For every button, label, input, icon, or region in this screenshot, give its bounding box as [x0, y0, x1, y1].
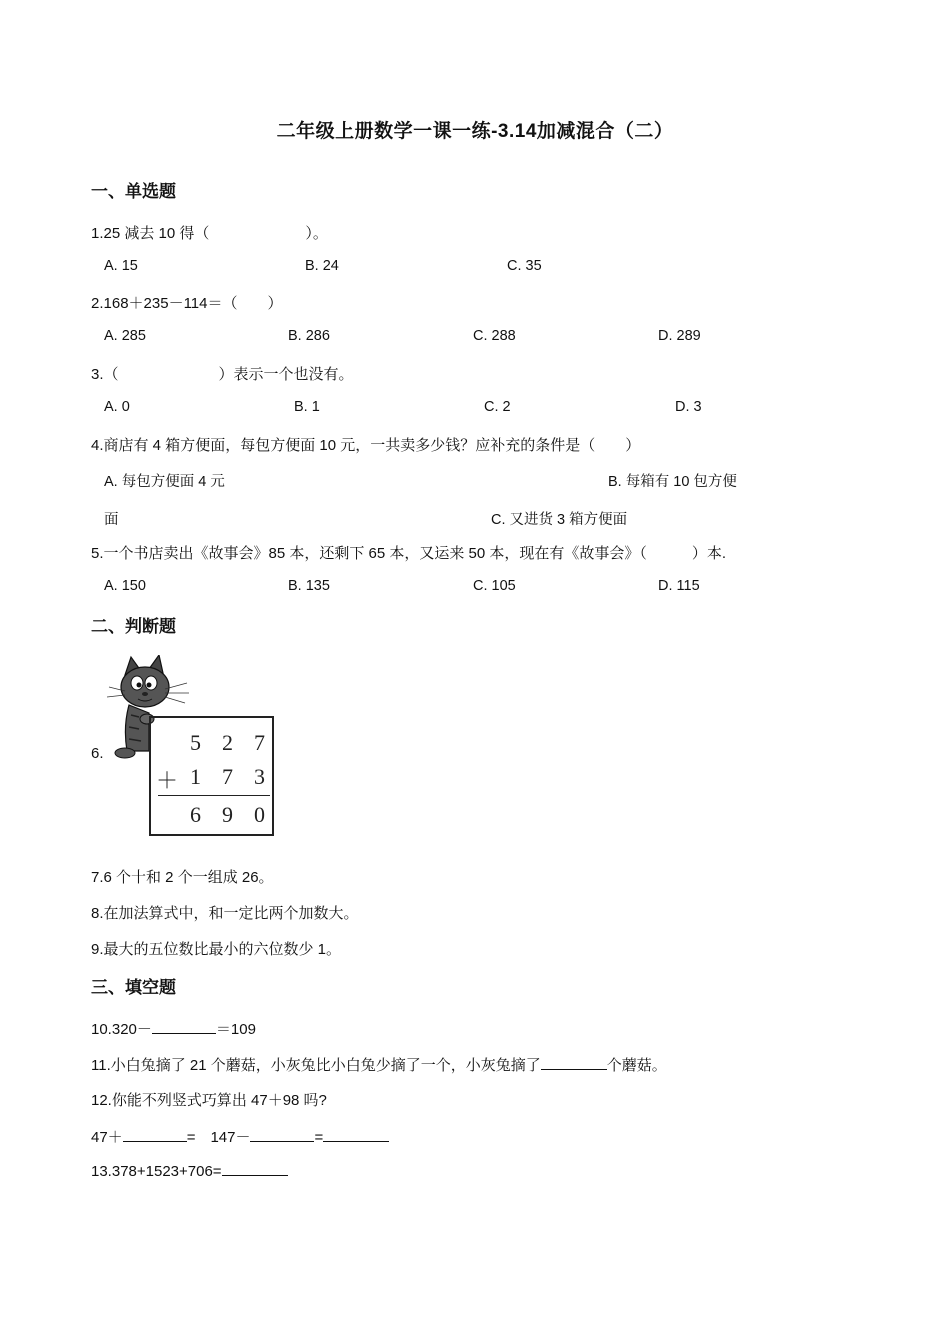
figure-digit: 6 [190, 802, 201, 827]
question-3-option-a[interactable]: A. 0 [104, 399, 130, 415]
question-13-answer-blank[interactable] [222, 1161, 288, 1176]
question-2-option-a[interactable]: A. 285 [104, 328, 146, 344]
question-10-text-end: ＝109 [215, 1021, 256, 1038]
question-3-stem: 3.（ [91, 366, 119, 383]
question-12-stem: 12.你能不列竖式巧算出 47＋98 吗? [91, 1092, 327, 1109]
question-10 [91, 1018, 256, 1039]
figure-digit: 2 [222, 730, 233, 755]
figure-digit: 7 [222, 764, 233, 789]
question-1-option-a[interactable]: A. 15 [104, 258, 138, 274]
question-12-blank-1[interactable] [123, 1127, 187, 1142]
question-12-text-c: = [314, 1129, 324, 1146]
question-13-text: 13.378+1523+706= [91, 1163, 222, 1180]
question-1-stem: 1.25 减去 10 得（ [91, 225, 210, 242]
question-12-text-a: 47＋ [91, 1129, 123, 1146]
figure-digit: 0 [254, 802, 265, 827]
question-5-option-c[interactable]: C. 105 [473, 578, 516, 594]
question-9-stem: 9.最大的五位数比最小的六位数少 1。 [91, 941, 342, 958]
question-3-option-b[interactable]: B. 1 [294, 399, 320, 415]
question-5-stem: 5.一个书店卖出《故事会》85 本，还剩下 65 本，又运来 50 本，现在有《故事会》（ ）本. [91, 545, 727, 562]
question-12-blank-3[interactable] [323, 1127, 389, 1142]
question-2-stem: 2.168＋235－114＝（ ） [91, 295, 283, 312]
question-12-work [91, 1126, 389, 1147]
question-5-option-a[interactable]: A. 150 [104, 578, 146, 594]
question-3-stem-end: ）表示一个也没有。 [218, 366, 354, 383]
question-11-text-end: 个蘑菇。 [606, 1057, 667, 1074]
question-2-option-c[interactable]: C. 288 [473, 328, 516, 344]
figure-sum-line [158, 795, 270, 796]
figure-digit: 9 [222, 802, 233, 827]
question-4-option-b[interactable]: B. 每箱有 10 包方便 [608, 474, 737, 490]
question-3-option-d[interactable]: D. 3 [675, 399, 702, 415]
question-4-option-c[interactable]: C. 又进货 3 箱方便面 [491, 512, 628, 528]
question-1-option-b[interactable]: B. 24 [305, 258, 339, 274]
question-12-text-b: = 147－ [186, 1129, 251, 1146]
question-2-option-b[interactable]: B. 286 [288, 328, 330, 344]
figure-digit: 5 [190, 730, 201, 755]
figure-digit: 7 [254, 730, 265, 755]
question-1-stem-end: ）。 [305, 225, 328, 242]
question-6-label: 6. [91, 745, 104, 762]
question-4-option-a[interactable]: A. 每包方便面 4 元 [104, 474, 225, 490]
question-1 [91, 222, 328, 243]
question-5-option-d[interactable]: D. 115 [658, 578, 700, 594]
section-heading-fill-in: 三、填空题 [91, 978, 176, 997]
question-3 [91, 363, 354, 384]
question-7-stem: 7.6 个十和 2 个一组成 26。 [91, 869, 274, 886]
question-11-text: 11.小白兔摘了 21 个蘑菇，小灰兔比小白兔少摘了一个，小灰兔摘了 [91, 1057, 541, 1074]
section-heading-single-choice: 一、单选题 [91, 182, 176, 201]
question-10-answer-blank[interactable] [152, 1019, 216, 1034]
question-3-option-c[interactable]: C. 2 [484, 399, 511, 415]
question-12-blank-2[interactable] [250, 1127, 314, 1142]
question-2-option-d[interactable]: D. 289 [658, 328, 701, 344]
question-4-option-b-continued: 面 [104, 512, 119, 528]
section-heading-true-false: 二、判断题 [91, 617, 176, 636]
question-11 [91, 1054, 667, 1075]
figure-plus-sign: ＋ [156, 768, 179, 793]
page-title: 二年级上册数学一课一练-3.14加减混合（二） [276, 121, 674, 142]
figure-digit: 3 [254, 764, 265, 789]
question-10-text: 10.320－ [91, 1021, 152, 1038]
figure-digit: 1 [190, 764, 201, 789]
question-1-option-c[interactable]: C. 35 [507, 258, 542, 274]
question-13 [91, 1161, 288, 1180]
question-5-option-b[interactable]: B. 135 [288, 578, 330, 594]
question-4-stem: 4.商店有 4 箱方便面，每包方便面 10 元，一共卖多少钱？应补充的条件是（ ） [91, 437, 641, 454]
question-11-answer-blank[interactable] [541, 1055, 607, 1070]
question-8-stem: 8.在加法算式中，和一定比两个加数大。 [91, 905, 359, 922]
